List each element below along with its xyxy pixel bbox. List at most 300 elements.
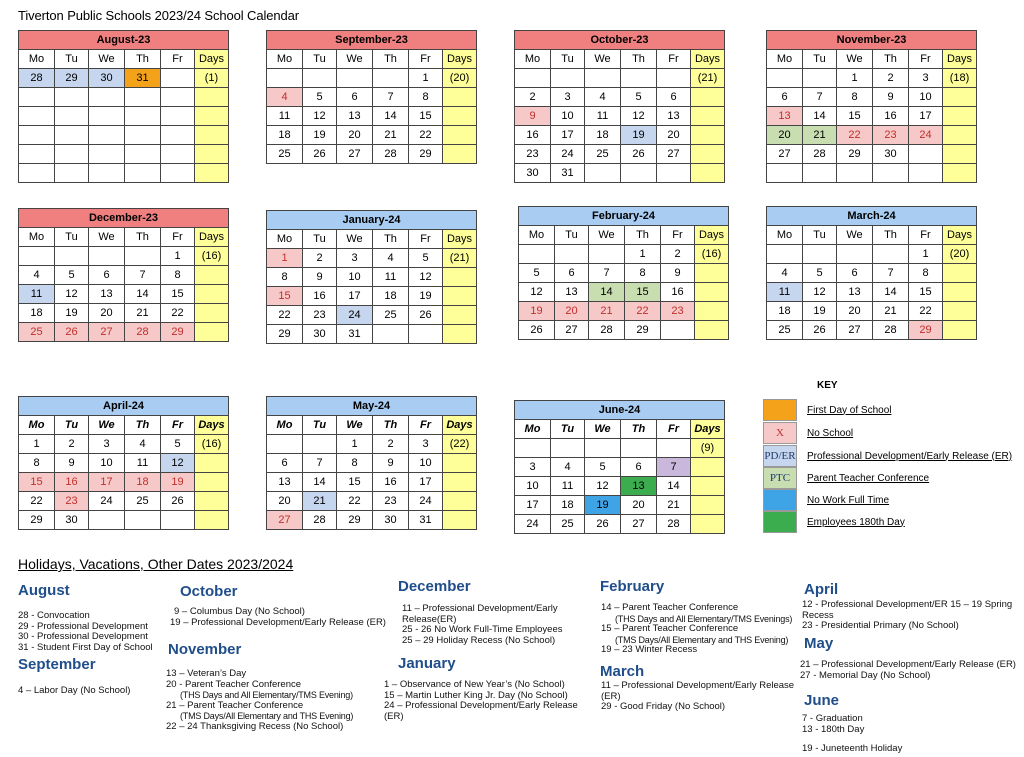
day-cell: 6 (837, 264, 873, 283)
day-cell: 22 (837, 126, 873, 145)
calendar-apr (18, 396, 229, 530)
day-cell (657, 69, 691, 88)
month-name: May-24 (267, 397, 477, 416)
day-cell: 6 (657, 88, 691, 107)
day-cell: 19 (409, 287, 443, 306)
weekday-header: We (89, 228, 125, 247)
day-cell: 10 (89, 454, 125, 473)
weekday-header: Tu (55, 416, 89, 435)
day-cell: 17 (909, 107, 943, 126)
day-cell: 31 (551, 164, 585, 183)
day-cell (585, 164, 621, 183)
day-cell (409, 325, 443, 344)
days-count-cell (443, 473, 477, 492)
day-cell (89, 511, 125, 530)
calendar-may (266, 396, 477, 530)
weekday-header: Tu (551, 50, 585, 69)
weekday-header: We (585, 420, 621, 439)
day-cell: 15 (625, 283, 661, 302)
day-cell: 6 (767, 88, 803, 107)
day-cell: 26 (621, 145, 657, 164)
events-august: 28 - Convocation 29 - Professional Development 30 - Professional Development 31 - Student First Day of School (18, 610, 153, 653)
day-cell: 23 (873, 126, 909, 145)
weekday-header: Mo (767, 226, 803, 245)
day-cell: 29 (909, 321, 943, 340)
calendar-aug (18, 30, 229, 183)
days-count-cell (443, 145, 477, 164)
days-count-cell (943, 283, 977, 302)
key-label: No School (807, 427, 854, 439)
day-cell: 15 (161, 285, 195, 304)
day-cell (125, 247, 161, 266)
days-count-cell: (21) (691, 69, 725, 88)
day-cell: 25 (19, 323, 55, 342)
month-name: September-23 (267, 31, 477, 50)
day-cell: 18 (19, 304, 55, 323)
day-cell (267, 435, 303, 454)
day-cell: 28 (657, 515, 691, 534)
days-count-cell (195, 454, 229, 473)
day-cell: 13 (621, 477, 657, 496)
day-cell: 19 (585, 496, 621, 515)
day-cell (621, 164, 657, 183)
day-cell: 1 (337, 435, 373, 454)
weekday-header: Tu (803, 50, 837, 69)
month-name: March-24 (767, 207, 977, 226)
weekday-header: Fr (909, 226, 943, 245)
key-label: No Work Full Time (807, 494, 890, 506)
day-cell: 23 (55, 492, 89, 511)
day-cell: 4 (19, 266, 55, 285)
day-cell: 6 (267, 454, 303, 473)
day-cell: 5 (303, 88, 337, 107)
month-heading-august: August (18, 582, 70, 599)
day-cell: 18 (767, 302, 803, 321)
day-cell: 13 (555, 283, 589, 302)
day-cell (55, 107, 89, 126)
day-cell: 7 (589, 264, 625, 283)
day-cell: 19 (803, 302, 837, 321)
days-count-cell (443, 88, 477, 107)
day-cell (909, 145, 943, 164)
day-cell: 13 (767, 107, 803, 126)
day-cell (125, 88, 161, 107)
day-cell: 12 (803, 283, 837, 302)
day-cell: 26 (409, 306, 443, 325)
day-cell: 8 (267, 268, 303, 287)
events-november: 13 – Veteran’s Day 20 - Parent Teacher Conference (THS Days and All Elementary/TMS Evening) 21 – Parent Teacher Conference (TMS Days/All Elementary and THS Evening) 22 – 24 Thanksgiving Recess (No School) (166, 668, 354, 732)
day-cell (125, 511, 161, 530)
day-cell: 9 (55, 454, 89, 473)
days-header: Days (691, 420, 725, 439)
day-cell: 28 (19, 69, 55, 88)
day-cell: 24 (89, 492, 125, 511)
day-cell (303, 69, 337, 88)
days-count-cell (695, 264, 729, 283)
days-count-cell (443, 325, 477, 344)
day-cell: 28 (125, 323, 161, 342)
day-cell: 1 (409, 69, 443, 88)
day-cell (55, 126, 89, 145)
day-cell: 11 (19, 285, 55, 304)
day-cell (161, 145, 195, 164)
day-cell: 4 (267, 88, 303, 107)
day-cell: 24 (909, 126, 943, 145)
day-cell: 21 (125, 304, 161, 323)
month-name: April-24 (19, 397, 229, 416)
day-cell (657, 439, 691, 458)
day-cell: 30 (89, 69, 125, 88)
weekday-header: We (337, 230, 373, 249)
day-cell: 15 (19, 473, 55, 492)
day-cell: 9 (661, 264, 695, 283)
day-cell: 4 (125, 435, 161, 454)
day-cell: 8 (837, 88, 873, 107)
day-cell (589, 245, 625, 264)
day-cell: 23 (515, 145, 551, 164)
days-header: Days (943, 50, 977, 69)
day-cell: 13 (837, 283, 873, 302)
key-item-ptc (763, 467, 1023, 489)
days-count-cell (195, 266, 229, 285)
day-cell: 2 (373, 435, 409, 454)
weekday-header: Fr (661, 226, 695, 245)
day-cell: 28 (373, 145, 409, 164)
day-cell: 9 (373, 454, 409, 473)
day-cell: 21 (873, 302, 909, 321)
day-cell: 7 (303, 454, 337, 473)
day-cell: 20 (837, 302, 873, 321)
day-cell (161, 69, 195, 88)
day-cell: 16 (303, 287, 337, 306)
day-cell: 26 (519, 321, 555, 340)
month-heading-april: April (804, 581, 839, 598)
days-count-cell (691, 107, 725, 126)
day-cell: 9 (515, 107, 551, 126)
day-cell: 3 (909, 69, 943, 88)
day-cell (909, 164, 943, 183)
day-cell: 25 (551, 515, 585, 534)
days-count-cell: (21) (443, 249, 477, 268)
day-cell: 3 (551, 88, 585, 107)
day-cell (585, 439, 621, 458)
days-count-cell (691, 496, 725, 515)
day-cell: 21 (803, 126, 837, 145)
day-cell: 20 (555, 302, 589, 321)
weekday-header: Fr (657, 420, 691, 439)
days-count-cell (943, 321, 977, 340)
day-cell (373, 69, 409, 88)
days-count-cell (695, 321, 729, 340)
day-cell (89, 126, 125, 145)
day-cell: 28 (303, 511, 337, 530)
days-header: Days (195, 50, 229, 69)
day-cell: 8 (337, 454, 373, 473)
day-cell: 15 (837, 107, 873, 126)
day-cell: 13 (337, 107, 373, 126)
day-cell: 29 (837, 145, 873, 164)
day-cell (19, 145, 55, 164)
day-cell: 20 (267, 492, 303, 511)
month-name: October-23 (515, 31, 725, 50)
day-cell: 13 (89, 285, 125, 304)
days-header: Days (943, 226, 977, 245)
days-count-cell (943, 88, 977, 107)
day-cell: 27 (267, 511, 303, 530)
day-cell (661, 321, 695, 340)
month-heading-june: June (804, 692, 840, 709)
key-swatch: PD/ER (763, 445, 797, 467)
days-count-cell (691, 126, 725, 145)
weekday-header: Th (873, 50, 909, 69)
month-name: February-24 (519, 207, 729, 226)
day-cell: 8 (161, 266, 195, 285)
day-cell: 5 (55, 266, 89, 285)
day-cell (373, 325, 409, 344)
day-cell: 2 (661, 245, 695, 264)
day-cell: 1 (837, 69, 873, 88)
month-name: January-24 (267, 211, 477, 230)
day-cell: 1 (625, 245, 661, 264)
day-cell: 26 (585, 515, 621, 534)
day-cell (161, 126, 195, 145)
day-cell: 7 (873, 264, 909, 283)
days-count-cell (443, 454, 477, 473)
key-swatch (763, 399, 797, 421)
day-cell: 27 (837, 321, 873, 340)
weekday-header: Mo (19, 50, 55, 69)
day-cell: 31 (337, 325, 373, 344)
weekday-header: Tu (55, 228, 89, 247)
days-count-cell (443, 287, 477, 306)
weekday-header: Tu (55, 50, 89, 69)
calendar-mar (766, 206, 977, 340)
weekday-header: Th (873, 226, 909, 245)
day-cell: 1 (19, 435, 55, 454)
day-cell (303, 435, 337, 454)
day-cell: 23 (373, 492, 409, 511)
weekday-header: We (89, 50, 125, 69)
day-cell: 29 (409, 145, 443, 164)
weekday-header: Fr (161, 50, 195, 69)
day-cell: 19 (519, 302, 555, 321)
day-cell (125, 107, 161, 126)
day-cell: 9 (873, 88, 909, 107)
day-cell: 1 (909, 245, 943, 264)
weekday-header: Th (125, 228, 161, 247)
key-item-e180 (763, 511, 1023, 533)
day-cell: 18 (551, 496, 585, 515)
weekday-header: Th (373, 230, 409, 249)
key-item-nowork (763, 489, 1023, 511)
weekday-header: Mo (19, 228, 55, 247)
weekday-header: Mo (267, 50, 303, 69)
day-cell: 22 (267, 306, 303, 325)
key-label: First Day of School (807, 404, 892, 416)
weekday-header: Tu (803, 226, 837, 245)
day-cell (55, 247, 89, 266)
day-cell: 20 (621, 496, 657, 515)
day-cell: 19 (303, 126, 337, 145)
day-cell: 25 (585, 145, 621, 164)
days-count-cell (943, 145, 977, 164)
key-item-nos (763, 422, 1023, 444)
day-cell (873, 164, 909, 183)
day-cell: 30 (373, 511, 409, 530)
day-cell: 26 (803, 321, 837, 340)
days-header: Days (443, 416, 477, 435)
days-count-cell: (1) (195, 69, 229, 88)
day-cell: 18 (267, 126, 303, 145)
calendar-oct (514, 30, 725, 183)
day-cell: 14 (657, 477, 691, 496)
days-count-cell (691, 164, 725, 183)
weekday-header: Fr (409, 50, 443, 69)
day-cell (161, 511, 195, 530)
day-cell: 16 (661, 283, 695, 302)
month-heading-december: December (398, 578, 471, 595)
day-cell: 10 (337, 268, 373, 287)
calendar-sep (266, 30, 477, 164)
weekday-header: Fr (161, 228, 195, 247)
day-cell: 26 (161, 492, 195, 511)
days-count-cell (195, 511, 229, 530)
days-count-cell (943, 302, 977, 321)
days-count-cell: (9) (691, 439, 725, 458)
day-cell (89, 88, 125, 107)
day-cell: 30 (55, 511, 89, 530)
day-cell (19, 126, 55, 145)
day-cell: 16 (55, 473, 89, 492)
weekday-header: Mo (515, 50, 551, 69)
day-cell: 20 (657, 126, 691, 145)
days-count-cell (695, 302, 729, 321)
day-cell: 24 (551, 145, 585, 164)
day-cell (55, 164, 89, 183)
day-cell: 29 (161, 323, 195, 342)
days-count-cell (195, 145, 229, 164)
day-cell: 30 (515, 164, 551, 183)
events-december: 11 – Professional Development/Early Release(ER) 25 - 26 No Work Full-Time Employees 25 – 29 Holiday Recess (No School) (402, 603, 563, 646)
day-cell: 27 (555, 321, 589, 340)
days-count-cell (195, 164, 229, 183)
day-cell: 4 (767, 264, 803, 283)
days-count-cell (691, 458, 725, 477)
day-cell: 21 (303, 492, 337, 511)
days-count-cell (443, 126, 477, 145)
day-cell: 29 (337, 511, 373, 530)
key-label: Employees 180th Day (807, 516, 905, 528)
day-cell: 5 (519, 264, 555, 283)
day-cell: 3 (337, 249, 373, 268)
day-cell (873, 245, 909, 264)
month-heading-january: January (398, 655, 456, 672)
day-cell: 7 (373, 88, 409, 107)
weekday-header: We (585, 50, 621, 69)
calendar-jun (514, 400, 725, 534)
weekday-header: Fr (909, 50, 943, 69)
day-cell (803, 164, 837, 183)
day-cell (767, 69, 803, 88)
month-heading-may: May (804, 635, 834, 652)
day-cell (515, 69, 551, 88)
month-heading-september: September (18, 656, 96, 673)
day-cell (803, 245, 837, 264)
day-cell: 29 (625, 321, 661, 340)
weekday-header: Tu (303, 230, 337, 249)
days-count-cell (943, 264, 977, 283)
day-cell: 4 (585, 88, 621, 107)
day-cell: 15 (909, 283, 943, 302)
day-cell: 2 (55, 435, 89, 454)
day-cell (767, 245, 803, 264)
day-cell: 8 (909, 264, 943, 283)
month-name: August-23 (19, 31, 229, 50)
day-cell: 11 (767, 283, 803, 302)
day-cell: 3 (89, 435, 125, 454)
days-count-cell (443, 511, 477, 530)
day-cell: 8 (19, 454, 55, 473)
day-cell: 25 (267, 145, 303, 164)
day-cell: 14 (373, 107, 409, 126)
day-cell: 10 (551, 107, 585, 126)
weekday-header: Tu (555, 226, 589, 245)
days-count-cell (943, 164, 977, 183)
day-cell (837, 245, 873, 264)
day-cell: 12 (161, 454, 195, 473)
month-heading-november: November (168, 641, 242, 658)
month-name: June-24 (515, 401, 725, 420)
day-cell: 19 (161, 473, 195, 492)
day-cell: 6 (89, 266, 125, 285)
day-cell: 29 (55, 69, 89, 88)
days-count-cell (943, 126, 977, 145)
day-cell (19, 88, 55, 107)
day-cell: 5 (621, 88, 657, 107)
day-cell: 27 (657, 145, 691, 164)
day-cell: 6 (555, 264, 589, 283)
day-cell: 12 (621, 107, 657, 126)
day-cell: 16 (873, 107, 909, 126)
day-cell: 28 (589, 321, 625, 340)
day-cell: 24 (409, 492, 443, 511)
weekday-header: Mo (267, 416, 303, 435)
day-cell: 28 (803, 145, 837, 164)
day-cell: 7 (803, 88, 837, 107)
days-count-cell (443, 107, 477, 126)
day-cell (515, 439, 551, 458)
day-cell: 15 (409, 107, 443, 126)
day-cell: 23 (303, 306, 337, 325)
day-cell: 3 (515, 458, 551, 477)
day-cell (621, 69, 657, 88)
key-item-pd (763, 445, 1023, 467)
day-cell: 10 (409, 454, 443, 473)
days-count-cell: (20) (443, 69, 477, 88)
calendar-nov (766, 30, 977, 183)
day-cell: 12 (409, 268, 443, 287)
day-cell: 29 (267, 325, 303, 344)
day-cell: 30 (873, 145, 909, 164)
key-swatch (763, 511, 797, 533)
day-cell: 25 (373, 306, 409, 325)
days-count-cell (195, 126, 229, 145)
days-count-cell (195, 285, 229, 304)
day-cell: 27 (767, 145, 803, 164)
events-may: 21 – Professional Development/Early Release (ER) 27 - Memorial Day (No School) (800, 659, 1016, 681)
events-march: 11 – Professional Development/Early Release (ER) 29 - Good Friday (No School) (601, 680, 795, 712)
day-cell: 22 (161, 304, 195, 323)
